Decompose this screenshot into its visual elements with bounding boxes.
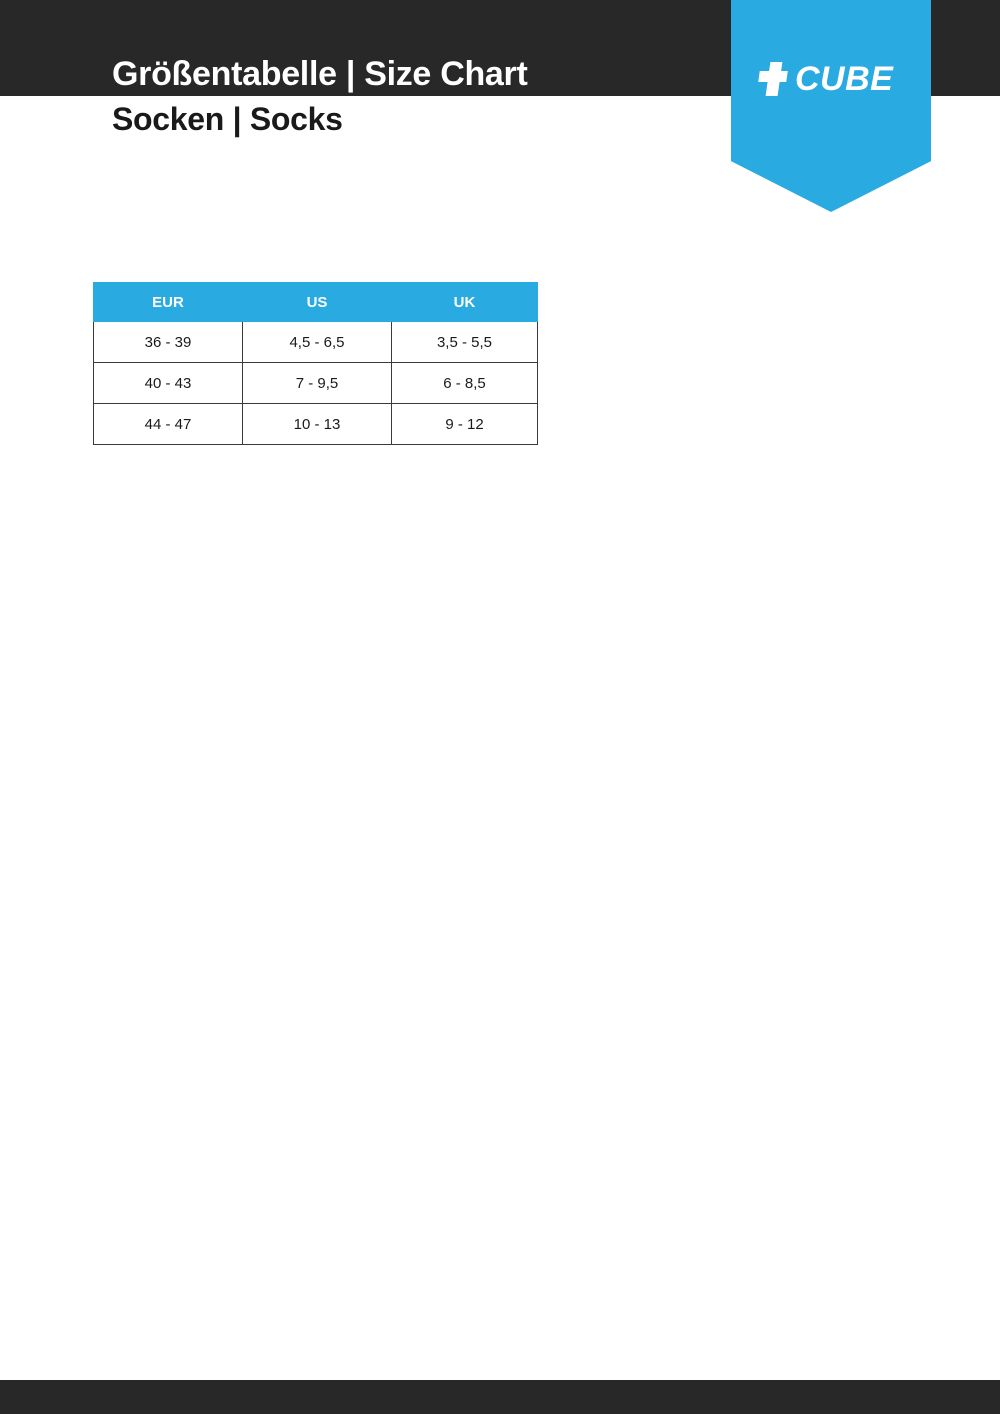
column-header-us: US: [243, 283, 392, 322]
cell-us: 10 - 13: [243, 404, 392, 445]
table-row: [94, 322, 538, 363]
table-row: [94, 363, 538, 404]
cell-uk: 6 - 8,5: [392, 363, 538, 404]
column-header-eur: EUR: [94, 283, 243, 322]
brand-banner: [731, 0, 931, 212]
cube-cross-icon: [759, 62, 789, 96]
banner-shape: [731, 0, 931, 212]
cell-eur: 36 - 39: [94, 322, 243, 363]
page-title-main: Größentabelle | Size Chart: [112, 55, 528, 93]
page-title: [112, 52, 732, 142]
page-title-sub: Socken | Socks: [112, 101, 343, 137]
cell-us: 7 - 9,5: [243, 363, 392, 404]
size-chart-table: [93, 282, 538, 445]
table-row: [94, 404, 538, 445]
cell-us: 4,5 - 6,5: [243, 322, 392, 363]
cell-eur: 40 - 43: [94, 363, 243, 404]
footer-bar: [0, 1380, 1000, 1414]
table-header-row: [94, 283, 538, 322]
cell-uk: 9 - 12: [392, 404, 538, 445]
brand-logo: [759, 62, 893, 96]
brand-wordmark: CUBE: [795, 60, 894, 98]
cell-uk: 3,5 - 5,5: [392, 322, 538, 363]
cell-eur: 44 - 47: [94, 404, 243, 445]
column-header-uk: UK: [392, 283, 538, 322]
